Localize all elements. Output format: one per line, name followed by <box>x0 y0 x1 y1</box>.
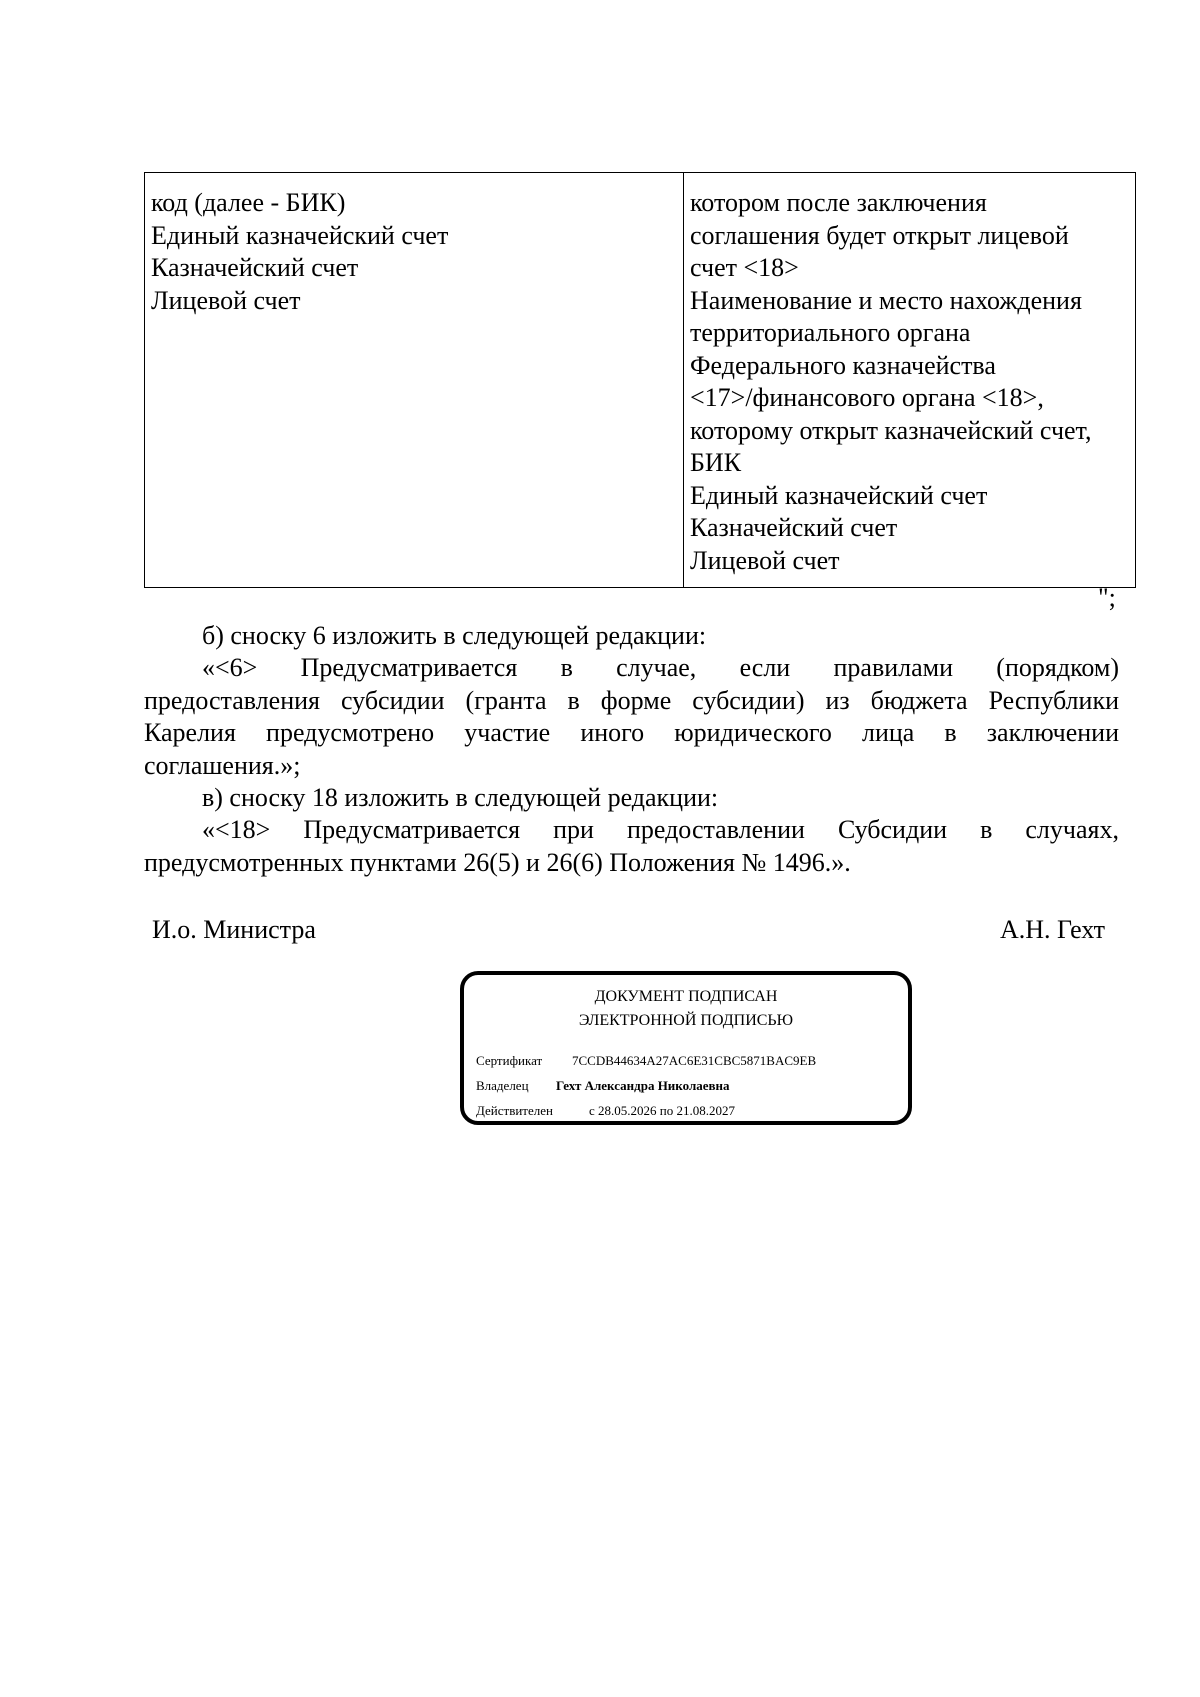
stamp-owner-row <box>476 1077 730 1095</box>
stamp-certificate-label: Сертификат <box>476 1053 543 1068</box>
table-line: Единый казначейский счет <box>151 220 449 250</box>
table-line: <17>/финансового органа <18>, <box>690 383 1044 412</box>
paragraph-line: предоставления субсидии (гранта в форме субсидии) из бюджета Республики <box>144 685 1119 715</box>
paragraph-line: в) сноску 18 изложить в следующей редакции: <box>202 783 719 812</box>
stamp-validity-label: Действителен <box>476 1103 553 1118</box>
paragraph-line: б) сноску 6 изложить в следующей редакции: <box>202 621 707 650</box>
table-line: Федерального казначейства <box>690 350 996 380</box>
table-line: соглашения будет открыт лицевой <box>690 220 1069 250</box>
footnote-18-text <box>144 814 1119 879</box>
requisites-table <box>144 172 1136 588</box>
stamp-title-line: ДОКУМЕНТ ПОДПИСАН <box>594 988 778 1005</box>
table-line: которому открыт казначейский счет, <box>690 415 1092 445</box>
paragraph-line: предусмотренных пунктами 26(5) и 26(6) Положения № 1496.». <box>144 847 851 877</box>
stamp-title-line: ЭЛЕКТРОННОЙ ПОДПИСЬЮ <box>578 1012 794 1029</box>
table-line: Лицевой счет <box>151 285 301 315</box>
table-line: Единый казначейский счет <box>690 480 988 510</box>
paragraph-line: «<18> Предусматривается при предоставлении Субсидии в случаях, <box>202 815 1119 844</box>
table-line: код (далее - БИК) <box>151 188 346 217</box>
stamp-validity-value: с 28.05.2026 по 21.08.2027 <box>589 1103 735 1118</box>
paragraph-line: «<6> Предусматривается в случае, если правилами (порядком) <box>202 653 1119 682</box>
table-close-quote: "; <box>1098 583 1116 612</box>
table-row <box>145 173 1136 588</box>
table-line: Казначейский счет <box>690 513 898 542</box>
paragraph-line: соглашения.»; <box>144 750 301 780</box>
signatory-position: И.о. Министра <box>152 915 316 944</box>
table-line: Лицевой счет <box>690 545 840 575</box>
table-line: счет <18> <box>690 253 799 282</box>
table-line: котором после заключения <box>690 188 987 217</box>
stamp-title <box>464 985 908 1033</box>
signatory-name: А.Н. Гехт <box>999 915 1105 944</box>
electronic-signature-stamp <box>460 971 912 1125</box>
paragraph-b <box>144 620 1119 653</box>
paragraph-v <box>144 782 1119 815</box>
paragraph-line: Карелия предусмотрено участие иного юридического лица в заключении <box>144 718 1119 747</box>
stamp-certificate-value: 7CCDB44634A27AC6E31CBC5871BAC9EB <box>572 1053 817 1068</box>
stamp-owner-label: Владелец <box>476 1078 529 1093</box>
table-line: БИК <box>690 448 742 477</box>
table-line: Казначейский счет <box>151 253 359 282</box>
stamp-validity-row <box>476 1102 735 1120</box>
table-cell-right <box>684 173 1136 588</box>
table-line: территориального органа <box>690 318 971 347</box>
footnote-6-text <box>144 652 1119 782</box>
stamp-owner-value: Гехт Александра Николаевна <box>556 1078 730 1093</box>
table-cell-left <box>145 173 684 588</box>
stamp-certificate-row <box>476 1052 816 1070</box>
table-line: Наименование и место нахождения <box>690 285 1082 315</box>
